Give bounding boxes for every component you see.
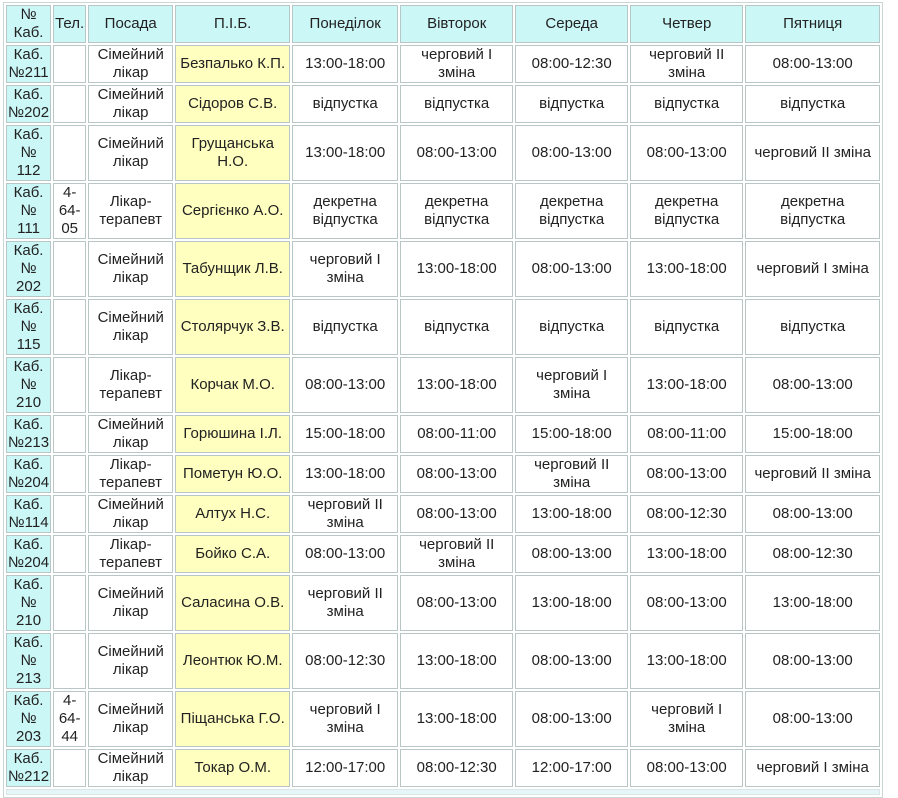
thursday-cell: 08:00-11:00: [630, 415, 743, 453]
position-cell: Сімейний лікар: [88, 495, 173, 533]
friday-cell: декретна відпустка: [745, 183, 880, 239]
header-thursday: Четвер: [630, 5, 743, 43]
name-cell: Леонтюк Ю.М.: [175, 633, 290, 689]
wednesday-cell: 13:00-18:00: [515, 575, 628, 631]
monday-cell: черговий І зміна: [292, 241, 398, 297]
thursday-cell: 08:00-12:30: [630, 495, 743, 533]
position-cell: Сімейний лікар: [88, 691, 173, 747]
position-cell: Лікар-терапевт: [88, 357, 173, 413]
cabinet-cell: Каб. № 213: [6, 633, 51, 689]
tuesday-cell: 08:00-13:00: [400, 575, 513, 631]
name-cell: Піщанська Г.О.: [175, 691, 290, 747]
table-row: [6, 85, 880, 123]
wednesday-cell: черговий ІІ зміна: [515, 455, 628, 493]
thursday-cell: 08:00-13:00: [630, 455, 743, 493]
table-row: [6, 535, 880, 573]
schedule-table: [3, 2, 883, 798]
cabinet-cell: Каб. №204: [8, 536, 50, 571]
thursday-cell: черговий ІІ зміна: [630, 45, 743, 83]
wednesday-cell: 08:00-13:00: [515, 535, 628, 573]
monday-cell: 13:00-18:00: [292, 455, 398, 493]
tuesday-cell: черговий ІІ зміна: [400, 535, 513, 573]
thursday-cell: 13:00-18:00: [630, 357, 743, 413]
table-row: [6, 241, 880, 297]
wednesday-cell: 15:00-18:00: [515, 415, 628, 453]
friday-cell: черговий ІІ зміна: [745, 125, 880, 181]
table-row: [6, 495, 880, 533]
header-phone: Тел.: [53, 5, 86, 43]
friday-cell: черговий І зміна: [745, 241, 880, 297]
friday-cell: черговий ІІ зміна: [745, 455, 880, 493]
name-cell: Безпалько К.П.: [175, 45, 290, 83]
phone-cell: [53, 633, 86, 689]
wednesday-cell: 08:00-13:00: [515, 691, 628, 747]
cabinet-cell: Каб. №204: [8, 456, 50, 491]
name-cell: Сергієнко А.О.: [175, 183, 290, 239]
phone-cell: [53, 45, 86, 83]
friday-cell: 08:00-13:00: [745, 495, 880, 533]
cabinet-cell: Каб. №114: [6, 495, 51, 533]
header-position: Посада: [88, 5, 173, 43]
tuesday-cell: черговий І зміна: [400, 45, 513, 83]
friday-cell: 15:00-18:00: [745, 415, 880, 453]
position-cell: Сімейний лікар: [88, 415, 173, 453]
monday-cell: 13:00-18:00: [292, 45, 398, 83]
cabinet-cell: Каб. №213: [8, 416, 50, 451]
wednesday-cell: 12:00-17:00: [515, 749, 628, 787]
monday-cell: відпустка: [292, 299, 398, 355]
tuesday-cell: 08:00-12:30: [400, 749, 513, 787]
monday-cell: відпустка: [292, 85, 398, 123]
phone-cell: 4-64-05: [53, 183, 86, 239]
name-cell: Алтух Н.С.: [175, 495, 290, 533]
monday-cell: 08:00-13:00: [292, 535, 398, 573]
header-row: [6, 5, 880, 43]
wednesday-cell: відпустка: [515, 299, 628, 355]
tuesday-cell: відпустка: [400, 85, 513, 123]
position-cell: Сімейний лікар: [88, 749, 173, 787]
tuesday-cell: 08:00-11:00: [400, 415, 513, 453]
name-cell: Корчак М.О.: [175, 357, 290, 413]
phone-cell: [53, 415, 86, 453]
table-row: [6, 125, 880, 181]
monday-cell: 13:00-18:00: [292, 125, 398, 181]
phone-cell: [53, 749, 86, 787]
cabinet-cell: Каб. №212: [8, 750, 50, 785]
name-cell: Саласина О.В.: [175, 575, 290, 631]
position-cell: Сімейний лікар: [88, 125, 173, 181]
monday-cell: 08:00-13:00: [292, 357, 398, 413]
wednesday-cell: декретна відпустка: [515, 183, 628, 239]
name-cell: Сідоров С.В.: [175, 85, 290, 123]
header-tuesday: Вівторок: [400, 5, 513, 43]
header-name: П.І.Б.: [175, 5, 290, 43]
tuesday-cell: 13:00-18:00: [400, 633, 513, 689]
name-cell: Горюшина І.Л.: [175, 415, 290, 453]
phone-cell: [53, 495, 86, 533]
name-cell: Бойко С.А.: [175, 535, 290, 573]
phone-cell: [53, 535, 86, 573]
friday-cell: 08:00-12:30: [745, 535, 880, 573]
cabinet-cell: Каб. №211: [6, 45, 51, 83]
position-cell: Лікар-терапевт: [88, 183, 173, 239]
table-row: [6, 749, 880, 787]
tuesday-cell: 08:00-13:00: [400, 455, 513, 493]
position-cell: Сімейний лікар: [88, 575, 173, 631]
phone-cell: [53, 299, 86, 355]
table-row: [6, 415, 880, 453]
monday-cell: 15:00-18:00: [292, 415, 398, 453]
friday-cell: 08:00-13:00: [745, 691, 880, 747]
phone-cell: [53, 241, 86, 297]
phone-cell: [53, 455, 86, 493]
wednesday-cell: 08:00-13:00: [515, 633, 628, 689]
name-cell: Грущанська Н.О.: [175, 125, 290, 181]
table-footer-row: [6, 789, 880, 795]
wednesday-cell: 08:00-13:00: [515, 125, 628, 181]
monday-cell: 08:00-12:30: [292, 633, 398, 689]
name-cell: Табунщик Л.В.: [175, 241, 290, 297]
wednesday-cell: відпустка: [515, 85, 628, 123]
table-row: [6, 575, 880, 631]
thursday-cell: відпустка: [630, 299, 743, 355]
thursday-cell: 13:00-18:00: [630, 535, 743, 573]
friday-cell: черговий І зміна: [745, 749, 880, 787]
tuesday-cell: відпустка: [400, 299, 513, 355]
friday-cell: відпустка: [745, 299, 880, 355]
wednesday-cell: 13:00-18:00: [515, 495, 628, 533]
friday-cell: 08:00-13:00: [745, 357, 880, 413]
cabinet-cell: Каб. № 210: [6, 357, 51, 413]
friday-cell: 13:00-18:00: [745, 575, 880, 631]
cabinet-cell: Каб. № 202: [6, 241, 51, 297]
name-cell: Токар О.М.: [175, 749, 290, 787]
wednesday-cell: 08:00-12:30: [515, 45, 628, 83]
cabinet-cell: Каб. № 210: [6, 575, 51, 631]
table-row: [6, 455, 880, 493]
position-cell: Сімейний лікар: [88, 45, 173, 83]
tuesday-cell: декретна відпустка: [400, 183, 513, 239]
table-row: [6, 299, 880, 355]
tuesday-cell: 13:00-18:00: [400, 691, 513, 747]
phone-cell: 4-64-44: [53, 691, 86, 747]
monday-cell: черговий І зміна: [292, 691, 398, 747]
cabinet-cell: Каб. № 203: [6, 691, 51, 747]
tuesday-cell: 08:00-13:00: [400, 125, 513, 181]
monday-cell: 12:00-17:00: [292, 749, 398, 787]
phone-cell: [53, 575, 86, 631]
thursday-cell: 13:00-18:00: [630, 241, 743, 297]
cabinet-cell: Каб. № 111: [6, 183, 51, 239]
phone-cell: [53, 125, 86, 181]
table-row: [6, 45, 880, 83]
header-wednesday: Середа: [515, 5, 628, 43]
thursday-cell: 08:00-13:00: [630, 575, 743, 631]
monday-cell: черговий ІІ зміна: [292, 495, 398, 533]
tuesday-cell: 13:00-18:00: [400, 241, 513, 297]
table-row: [6, 633, 880, 689]
name-cell: Пометун Ю.О.: [175, 455, 290, 493]
monday-cell: декретна відпустка: [292, 183, 398, 239]
table-row: [6, 691, 880, 747]
wednesday-cell: 08:00-13:00: [515, 241, 628, 297]
name-cell: Столярчук З.В.: [175, 299, 290, 355]
header-friday: Пятниця: [745, 5, 880, 43]
table-row: [6, 183, 880, 239]
position-cell: Сімейний лікар: [88, 299, 173, 355]
position-cell: Сімейний лікар: [88, 241, 173, 297]
thursday-cell: 08:00-13:00: [630, 749, 743, 787]
phone-cell: [53, 357, 86, 413]
header-cabinet: № Каб.: [6, 5, 51, 43]
thursday-cell: 13:00-18:00: [630, 633, 743, 689]
friday-cell: 08:00-13:00: [745, 633, 880, 689]
position-cell: Лікар-терапевт: [88, 535, 173, 573]
friday-cell: 08:00-13:00: [745, 45, 880, 83]
position-cell: Сімейний лікар: [88, 85, 173, 123]
cabinet-cell: Каб. № 115: [6, 299, 51, 355]
tuesday-cell: 13:00-18:00: [400, 357, 513, 413]
header-monday: Понеділок: [292, 5, 398, 43]
thursday-cell: черговий І зміна: [630, 691, 743, 747]
position-cell: Лікар-терапевт: [88, 455, 173, 493]
phone-cell: [53, 85, 86, 123]
thursday-cell: 08:00-13:00: [630, 125, 743, 181]
thursday-cell: відпустка: [630, 85, 743, 123]
footer-cell: [6, 789, 880, 795]
table-row: [6, 357, 880, 413]
wednesday-cell: черговий І зміна: [515, 357, 628, 413]
thursday-cell: декретна відпустка: [630, 183, 743, 239]
friday-cell: відпустка: [745, 85, 880, 123]
schedule-body: [6, 45, 880, 795]
cabinet-cell: Каб. № 112: [6, 125, 51, 181]
tuesday-cell: 08:00-13:00: [400, 495, 513, 533]
cabinet-cell: Каб. №202: [8, 86, 50, 121]
monday-cell: черговий ІІ зміна: [292, 575, 398, 631]
position-cell: Сімейний лікар: [88, 633, 173, 689]
